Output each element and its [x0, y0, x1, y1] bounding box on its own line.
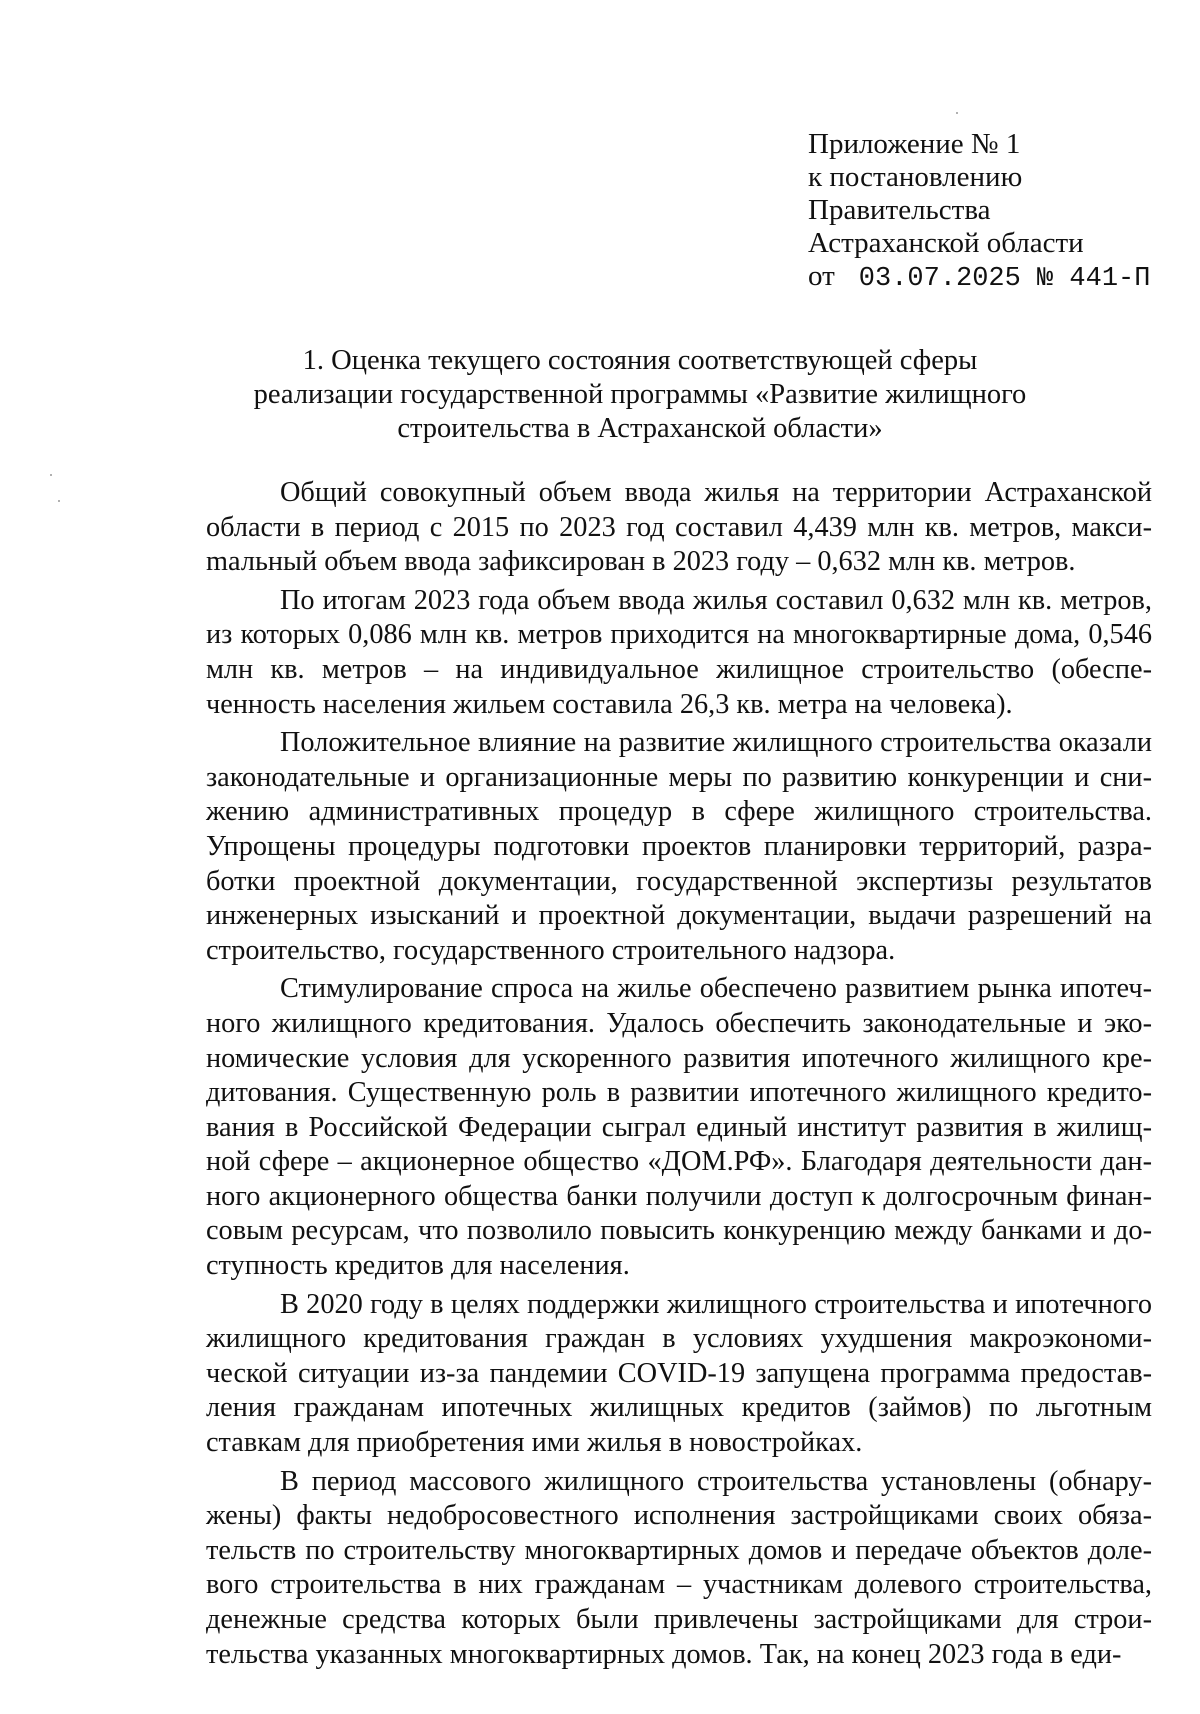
paragraph: В 2020 году в целях поддержки жилищного строительства и ипотечного жилищного кредитования граждан в условиях ухудшения макроэкономической ситуации из-за пандемии COVID-19 запущена программа предоставления гражданам ипотечных жилищных кредитов (займов) по льготным ставкам для приобретения ими жилья в новостройках. [206, 1288, 1152, 1459]
paragraph: Положительное влияние на развитие жилищного строительства оказали законодательные и организационные меры по развитию конкуренции и снижению административных процедур в сфере жилищного строительства. Упрощены процедуры подготовки проектов планировки территорий, разработки проектной документации, государственной экспертизы результатов инженерных изысканий и проектной документации, выдачи разрешений на строительство, государственного строительного надзора. [206, 727, 1152, 966]
scan-speck [50, 474, 52, 476]
appendix-government: Правительства [808, 194, 991, 226]
heading-line: реализации государственной программы «Развитие жилищного [253, 379, 1027, 410]
heading-line: 1. Оценка текущего состояния соответствующей сферы [302, 345, 978, 376]
section-heading [200, 344, 1080, 446]
paragraph: Стимулирование спроса на жилье обеспечено развитием рынка ипотечного жилищного кредитования. Удалось обеспечить законодательные и экономические условия для ускоренного развития ипотечного жилищного кредитования. Существенную роль в развитии ипотечного жилищного кредитования в Российской Федерации сыграл единый институт развития в жилищной сфере – акционерное общество «ДОМ.РФ». Благодаря деятельности данного акционерного общества банки получили доступ к долгосрочным финансовым ресурсам, что позволило повысить конкуренцию между банками и доступность кредитов для населения. [206, 973, 1152, 1282]
appendix-to-resolution: к постановлению [808, 161, 1023, 193]
appendix-block [808, 128, 1168, 296]
scan-speck [956, 112, 958, 114]
resolution-date-number: 03.07.2025 № 441-П [858, 264, 1151, 294]
appendix-region: Астраханской области [808, 227, 1084, 259]
paragraph: По итогам 2023 года объем ввода жилья составил 0,632 млн кв. метров, из которых 0,086 млн кв. метров приходится на многоквартирные дома, 0,546 млн кв. метров – на индивидуальное жилищное строительство (обеспеченность населения жильем составила 26,3 кв. метра на человека). [206, 584, 1152, 720]
document-body [206, 476, 1152, 1676]
heading-line: строительства в Астраханской области» [397, 413, 883, 444]
scan-speck [58, 500, 60, 502]
date-prefix: от [808, 260, 835, 292]
appendix-number: Приложение № 1 [808, 128, 1021, 160]
paragraph: В период массового жилищного строительства установлены (обнаружены) факты недобросовестного исполнения застройщиками своих обязательств по строительству многоквартирных домов и передаче объектов долевого строительства в них гражданам – участникам долевого строительства, денежные средства которых были привлечены застройщиками для строительства указанных многоквартирных домов. Так, на конец 2023 года в еди- [206, 1465, 1152, 1670]
appendix-date-line [808, 260, 1168, 296]
paragraph: Общий совокупный объем ввода жилья на территории Астраханской области в период с 2015 по 2023 год составил 4,439 млн кв. метров, максиmальный объем ввода зафиксирован в 2023 году – 0,632 млн кв. метров. [206, 477, 1152, 578]
